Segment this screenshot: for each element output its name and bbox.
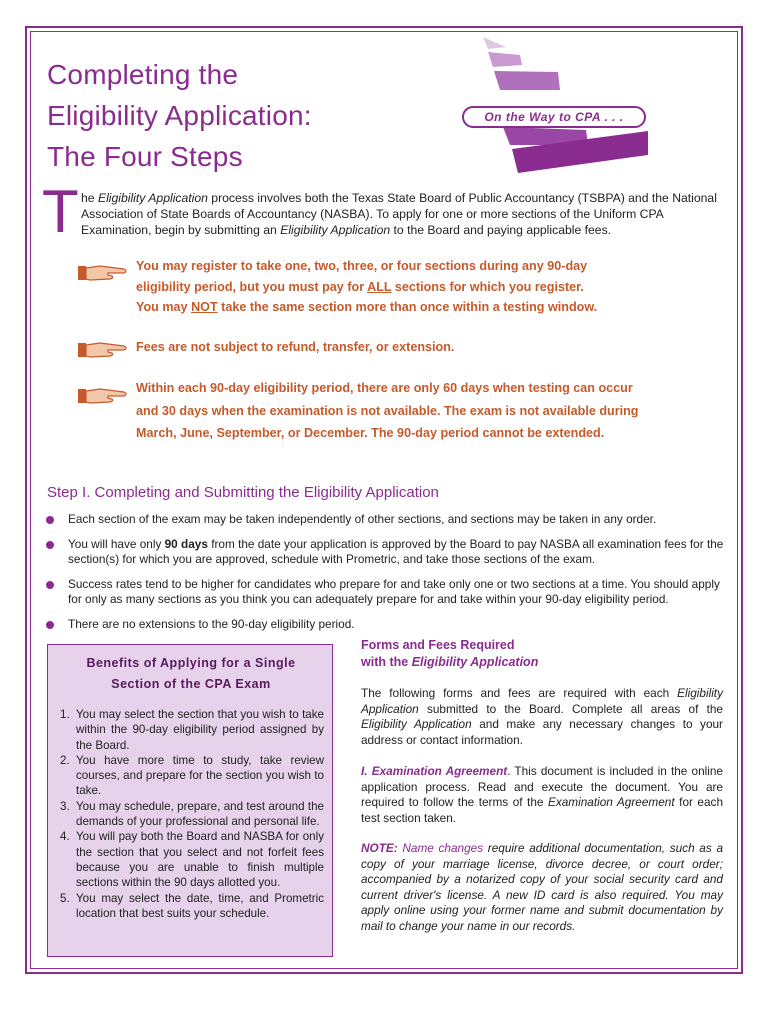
forms-p2-text-a: . This document is included in the online application process. Read and execute the document. You are required to follow the terms of the bbox=[361, 764, 723, 809]
examination-agreement-paragraph bbox=[361, 764, 723, 826]
page-title bbox=[47, 54, 312, 177]
list-number: 3. bbox=[60, 799, 70, 813]
list-item bbox=[58, 799, 324, 830]
intro-paragraph bbox=[81, 190, 726, 238]
list-number: 1. bbox=[60, 708, 70, 721]
note-1-line-3 bbox=[136, 297, 696, 318]
forms-p1-text-c: and make any necessary changes to your address or contact information. bbox=[361, 717, 723, 747]
forms-heading-em: Eligibility Application bbox=[411, 655, 539, 669]
forms-intro-paragraph bbox=[361, 686, 723, 748]
forms-heading bbox=[361, 637, 538, 671]
list-text: You will pay both the Board and NASBA for only the section that you select and not forfeit fees because you are unable to finish multiple sections within the 90 days allotted you. bbox=[76, 830, 324, 890]
forms-heading-line-2 bbox=[361, 654, 538, 671]
forms-p1-em-1: Eligibility Application bbox=[361, 686, 723, 716]
forms-heading-text: with the bbox=[361, 655, 412, 669]
name-change-note bbox=[361, 841, 723, 934]
benefits-title bbox=[48, 653, 334, 695]
pointing-hand-icon bbox=[78, 386, 128, 406]
note-1-text-c: You may bbox=[136, 300, 192, 314]
list-item bbox=[58, 829, 324, 890]
list-number: 4. bbox=[60, 830, 70, 844]
list-item bbox=[58, 753, 324, 799]
intro-em-1: Eligibility Application bbox=[97, 191, 208, 205]
list-number: 5. bbox=[60, 891, 70, 905]
note-1-line-1: You may register to take one, two, three, or four sections during any 90-day bbox=[136, 259, 588, 273]
list-item: Success rates tend to be higher for candidates who prepare for and take only one or two sections at a time. You should apply for only as many sections as you think you can adequately prepare for and take within your 90-day eligibility period. bbox=[44, 577, 734, 608]
list-text: You may schedule, prepare, and test around the demands of your professional and personal life. bbox=[76, 799, 324, 829]
pointing-hand-icon bbox=[78, 263, 128, 283]
note-1-text-a: eligibility period, but you must pay for bbox=[136, 279, 368, 294]
list-text: You have more time to study, take review courses, and prepare for the section you wish to take. bbox=[76, 753, 324, 798]
name-change-rest: require additional documentation, such as a copy of your marriage license, divorce decree, or court order; accompanied by a notarized copy of your social security card and current driver's license. A new ID card is also required. You may apply online using your former name and submit documentation by mail to change your name in our records. bbox=[361, 841, 724, 933]
title-line-1: Completing the bbox=[47, 59, 239, 90]
note-registration bbox=[136, 256, 696, 318]
list-text: You may select the date, time, and Prometric location that best suits your schedule. bbox=[76, 891, 324, 920]
note-1-underline-not: NOT bbox=[191, 300, 218, 314]
logo-pill: On the Way to CPA . . . bbox=[462, 106, 646, 128]
intro-em-2: Eligibility Application bbox=[280, 223, 391, 237]
forms-p1-em-2: Eligibility Application bbox=[361, 717, 472, 731]
intro-text-1: he bbox=[81, 191, 98, 205]
forms-p1-text-a: The following forms and fees are required with each bbox=[361, 686, 678, 700]
note-1-text-d: take the same section more than once within a testing window. bbox=[217, 300, 598, 314]
list-item bbox=[44, 537, 734, 568]
list-number: 2. bbox=[60, 753, 70, 767]
step-1-heading: Step I. Completing and Submitting the Eligibility Application bbox=[47, 484, 439, 501]
forms-p1-text-b: submitted to the Board. Complete all areas of the bbox=[418, 701, 723, 716]
name-changes-text: Name changes bbox=[397, 841, 484, 855]
intro-text-2: process involves both the Texas State Board of Public Accountancy (TSBPA) and the National Association of State Boards of Accountancy (NASBA). To apply for one or more sections of the Uniform CPA Examination, begin by submitting an bbox=[81, 191, 717, 237]
note-eligibility-period: Within each 90-day eligibility period, there are only 60 days when testing can occur and 30 days when the examination is not available. The exam is not available during March, June, September, or December. The 90-day period cannot be extended. bbox=[136, 381, 639, 440]
list-item bbox=[58, 891, 324, 922]
benefits-list bbox=[58, 707, 324, 921]
list-item bbox=[58, 707, 324, 753]
benefits-title-line-1: Benefits of Applying for a Single bbox=[86, 656, 296, 670]
intro-text-3: to the Board and paying applicable fees. bbox=[390, 223, 612, 237]
examination-agreement-label: I. Examination Agreement bbox=[361, 764, 508, 778]
title-line-3: The Four Steps bbox=[47, 141, 243, 172]
benefits-box bbox=[47, 644, 333, 957]
list-text: You may select the section that you wish to take within the 90-day eligibility period assigned by the Board. bbox=[76, 708, 324, 752]
benefits-title-line-2: Section of the CPA Exam bbox=[111, 677, 271, 691]
pointing-hand-icon bbox=[78, 340, 128, 360]
list-item: There are no extensions to the 90-day eligibility period. bbox=[44, 617, 734, 633]
bullet-2-text-b: from the date your application is approved by the Board to pay NASBA all examination fees for the section(s) for which you are approved, schedule with Prometric, and take those sections of the exam. bbox=[68, 536, 724, 566]
forms-p2-em: Examination Agreement bbox=[547, 795, 675, 809]
note-fees: Fees are not subject to refund, transfer, or extension. bbox=[136, 340, 455, 354]
note-label: NOTE: bbox=[361, 841, 398, 855]
list-item: Each section of the exam may be taken independently of other sections, and sections may be taken in any order. bbox=[44, 512, 734, 528]
note-1-text-b: sections for which you register. bbox=[391, 279, 584, 294]
drop-cap: T bbox=[42, 178, 79, 245]
title-line-2: Eligibility Application: bbox=[47, 100, 312, 131]
bullet-2-bold: 90 days bbox=[164, 536, 208, 551]
note-1-underline-all: ALL bbox=[367, 279, 392, 294]
pyramid-logo-icon bbox=[458, 35, 658, 175]
step-1-bullets bbox=[44, 512, 734, 641]
forms-heading-line-1: Forms and Fees Required bbox=[361, 638, 515, 652]
forms-p2-text-b: for each test section taken. bbox=[361, 795, 724, 825]
bullet-2-text-a: You will have only bbox=[68, 536, 165, 551]
note-1-line-2 bbox=[136, 277, 696, 298]
